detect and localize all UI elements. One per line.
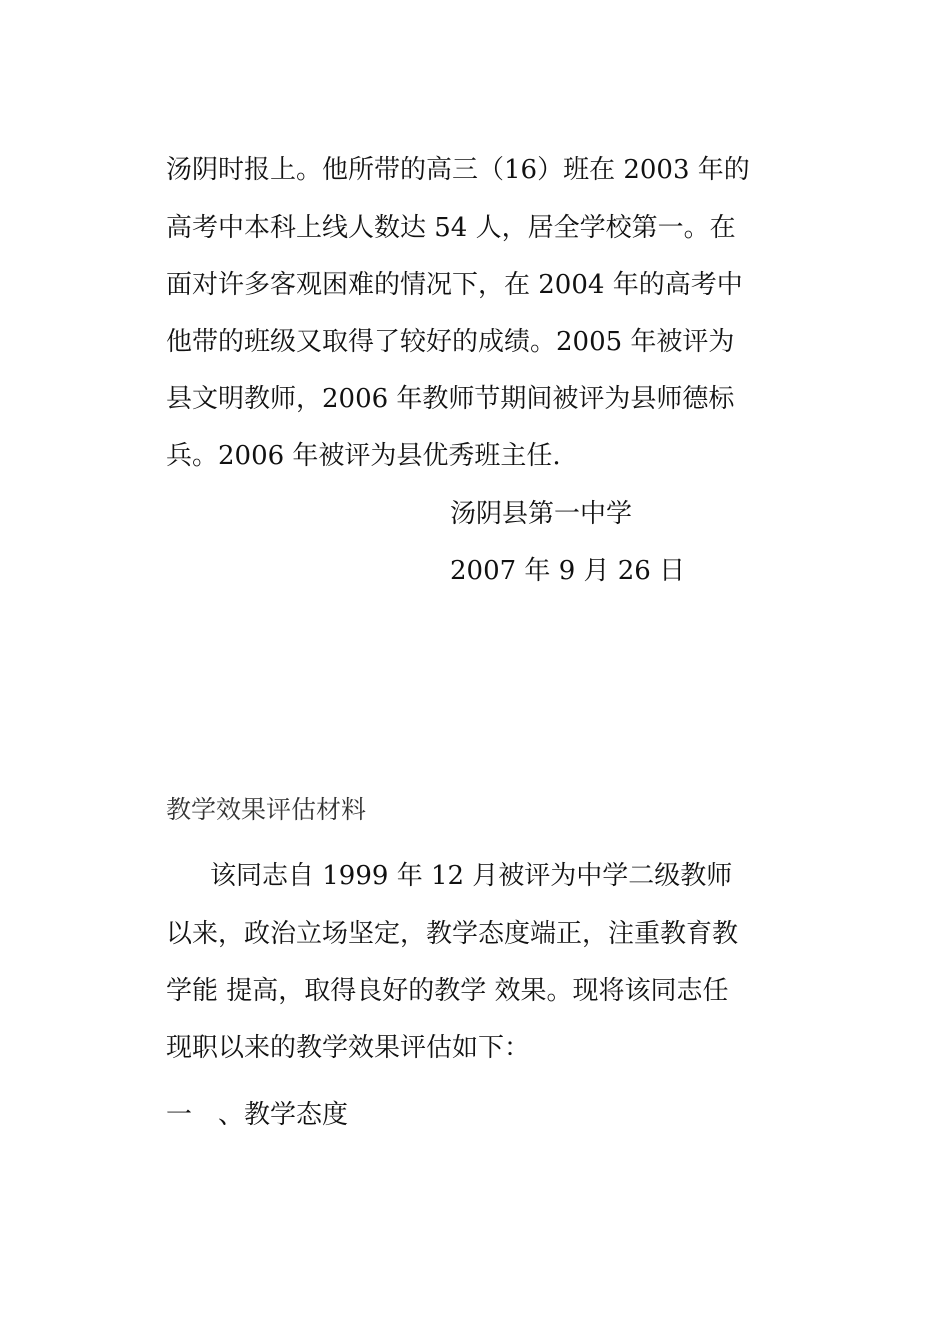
- signature-organization: 汤阴县第一中学: [450, 499, 633, 529]
- second-paragraph-line-3: 学能 提高，取得良好的教学 效果。现将该同志任: [166, 976, 729, 1006]
- paragraph-line-6: 兵。2006 年被评为县优秀班主任.: [166, 441, 561, 471]
- signature-date: 2007 年 9 月 26 日: [450, 556, 686, 586]
- subheading-teaching-attitude: 一 、教学态度: [166, 1100, 349, 1130]
- second-paragraph-line-1: 该同志自 1999 年 12 月被评为中学二级教师: [210, 861, 733, 891]
- paragraph-line-4: 他带的班级又取得了较好的成绩。2005 年被评为: [166, 327, 735, 357]
- paragraph-line-3: 面对许多客观困难的情况下，在 2004 年的高考中: [166, 270, 743, 300]
- paragraph-line-1: 汤阴时报上。他所带的高三（16）班在 2003 年的: [166, 155, 750, 185]
- second-paragraph-line-4: 现职以来的教学效果评估如下：: [166, 1033, 531, 1063]
- section-title: 教学效果评估材料: [166, 795, 367, 824]
- second-paragraph-line-2: 以来，政治立场坚定，教学态度端正，注重教育教: [166, 919, 739, 949]
- paragraph-line-2: 高考中本科上线人数达 54 人，居全学校第一。在: [166, 213, 736, 243]
- paragraph-line-5: 县文明教师，2006 年教师节期间被评为县师德标: [166, 384, 735, 414]
